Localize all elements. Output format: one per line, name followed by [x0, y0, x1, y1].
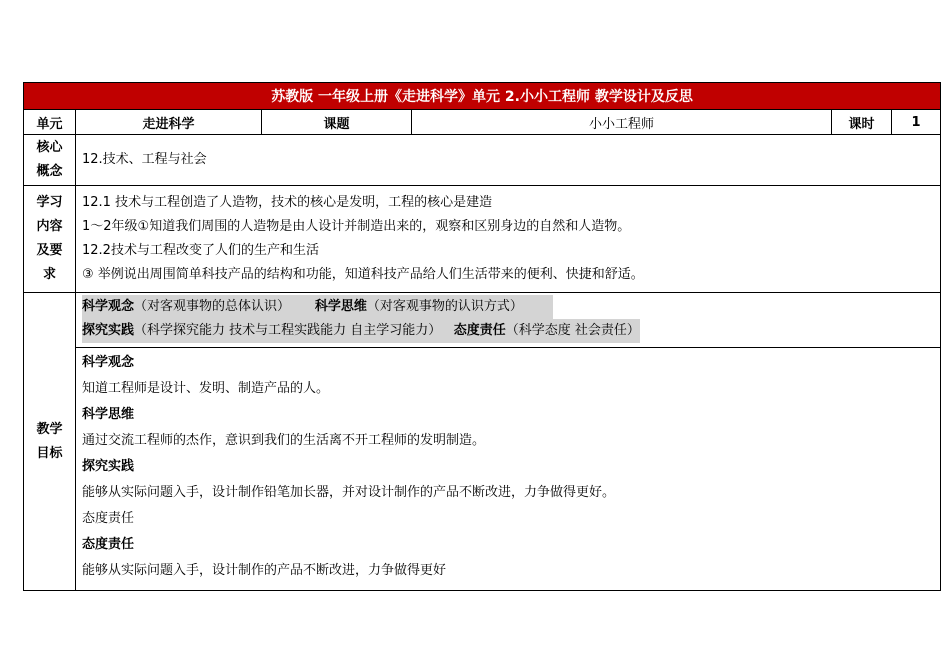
learning-content-label [24, 186, 76, 293]
goal-text: 能够从实际问题入手，设计制作铅笔加长器，并对设计制作的产品不断改进，力争做得更好。 [82, 485, 616, 500]
goal-heading: 科学观念 [82, 355, 135, 370]
goal-text: 态度责任 [82, 511, 135, 526]
literacy-row-1 [82, 295, 934, 319]
core-concept-value: 12.技术、工程与社会 [82, 152, 207, 167]
literacy-title: 科学观念 [82, 299, 135, 314]
learning-label-line: 内容 [36, 219, 63, 234]
literacy-desc: （科学探究能力 技术与工程实践能力 自主学习能力） [134, 323, 442, 338]
teaching-goals-cell [76, 293, 941, 591]
learning-line: ③ 举例说出周围简单科技产品的结构和功能，知道科技产品给人们生活带来的便利、快捷和舒适。 [82, 267, 644, 282]
unit-label: 单元 [24, 110, 76, 135]
teaching-goals-label [24, 293, 76, 591]
core-literacy-strip [76, 293, 940, 348]
goal-text: 通过交流工程师的杰作，意识到我们的生活离不开工程师的发明制造。 [82, 433, 486, 448]
topic-value: 小小工程师 [412, 110, 832, 135]
topic-label: 课题 [262, 110, 412, 135]
learning-line: 1～2年级①知道我们周围的人造物是由人设计并制造出来的，观察和区别身边的自然和人造物。 [82, 219, 631, 234]
learning-label-line: 学习 [36, 195, 63, 210]
title-row [24, 83, 941, 110]
learning-content-text [76, 186, 941, 293]
core-concept-label [24, 135, 76, 186]
header-row [24, 110, 941, 135]
teaching-goals-label-line: 目标 [36, 445, 63, 461]
literacy-highlight [82, 295, 553, 319]
literacy-title: 科学思维 [314, 299, 367, 314]
literacy-title: 态度责任 [453, 323, 506, 338]
literacy-row-2 [82, 319, 934, 343]
lesson-plan-document [23, 82, 940, 591]
learning-line: 12.1 技术与工程创造了人造物，技术的核心是发明，工程的核心是建造 [82, 195, 493, 210]
core-concept-text [76, 135, 941, 186]
learning-label-line: 及要 [36, 243, 63, 258]
core-concept-label-line: 核心 [36, 140, 63, 155]
core-concept-row [24, 135, 941, 186]
period-value: 1 [892, 110, 941, 135]
period-label: 课时 [832, 110, 892, 135]
document-title: 苏教版 一年级上册《走进科学》单元 2.小小工程师 教学设计及反思 [24, 83, 941, 110]
literacy-desc: （对客观事物的总体认识） [134, 299, 291, 314]
literacy-title: 探究实践 [82, 323, 135, 338]
core-concept-label-line: 概念 [36, 164, 63, 179]
goals-list [76, 348, 940, 590]
literacy-desc: （对客观事物的认识方式） [366, 299, 523, 314]
learning-line: 12.2技术与工程改变了人们的生产和生活 [82, 243, 319, 258]
goal-text: 能够从实际问题入手，设计制作的产品不断改进，力争做得更好 [82, 563, 447, 578]
goal-heading: 态度责任 [82, 537, 135, 552]
lesson-plan-table [23, 82, 941, 591]
learning-content-row [24, 186, 941, 293]
literacy-desc: （科学态度 社会责任） [505, 323, 640, 338]
literacy-highlight [82, 319, 640, 343]
goal-heading: 探究实践 [82, 459, 135, 474]
teaching-goals-row [24, 293, 941, 591]
unit-value: 走进科学 [76, 110, 262, 135]
goal-text: 知道工程师是设计、发明、制造产品的人。 [82, 381, 330, 396]
learning-label-line: 求 [42, 267, 56, 282]
teaching-goals-label-line: 教学 [36, 421, 63, 437]
goal-heading: 科学思维 [82, 407, 135, 422]
